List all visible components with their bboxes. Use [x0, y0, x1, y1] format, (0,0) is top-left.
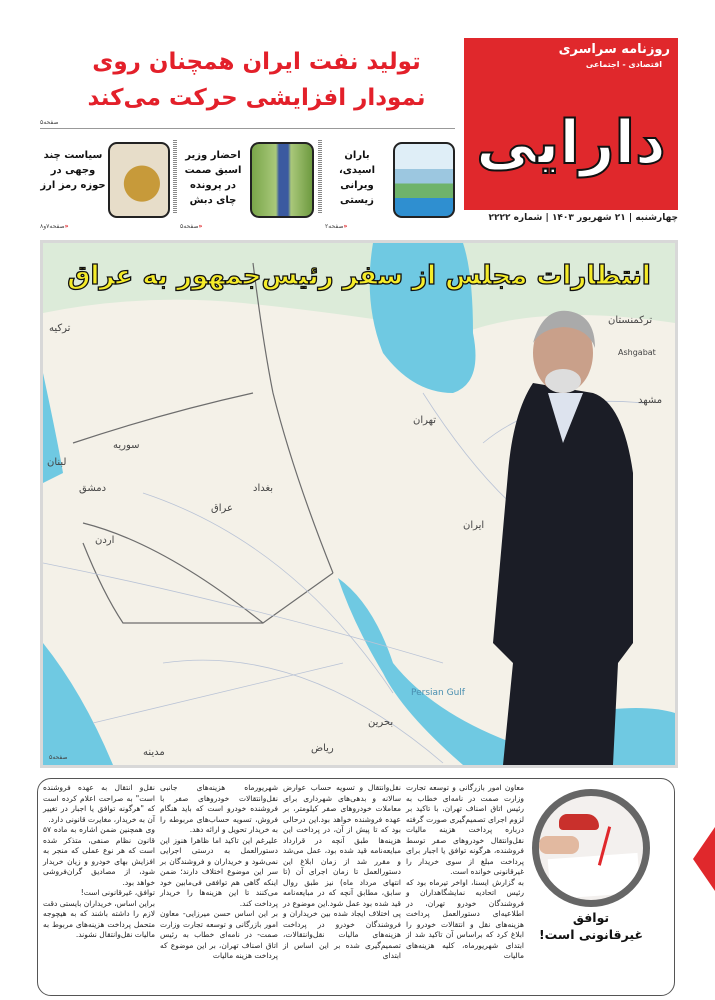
- chevron-icon: «: [64, 223, 69, 230]
- teaser-title: احضار وزیر اسبق صمت در پرونده چای دبش: [184, 150, 242, 206]
- map-label-lebanon: لبنان: [47, 457, 67, 468]
- article-column-1: [406, 783, 524, 962]
- masthead-subtagline: اقتصادی - اجتماعی: [585, 60, 662, 69]
- map-label-bahrain: بحرین: [368, 717, 394, 728]
- lead-headline[interactable]: انتظارات مجلس از سفر رئیس‌جمهور به عراق: [67, 261, 651, 291]
- minister-image: [250, 142, 314, 218]
- paragraph: علیرغم این تاکید اما ظاهرا هنوز این دستورالعمل به درستی اجرایی نمی‌شود و خریداران و فروشندگان بر سر این موضوع اختلاف دارند؛ ضمن اینکه گاهی هم توافقی فی‌مابین خود می‌کنند تا این هزینه‌ها را خریدار پرداخت کند.: [160, 835, 278, 908]
- map-label-mashhad: مشهد: [638, 395, 663, 406]
- paragraph: به گزارش ایسنا، اواخر تیرماه بود که رئیس اتحادیه نمایشگاهداران و فروشندگان خودرو تهران، در اطلاعیه‌ای دستورالعمل پرداخت هزینه‌های نقل و انتقالات خودرو را ابلاغ کرد که براساس آن تاکید شد از ابتدای شهریورماه، کلیه هزینه‌های مالیات: [406, 877, 524, 960]
- paragraph: براین اساس، خریداران بایستی دقت لازم را داشته باشند که به هیچوجه متحمل پرداخت هزینه‌های مربوط به مالیات نقل‌وانتقال نشوند.: [43, 898, 155, 939]
- teaser-minister[interactable]: [180, 138, 314, 230]
- teaser-title: سیاست چند وجهی در حوزه رمز ارز: [40, 150, 106, 191]
- article-column-2: [283, 783, 401, 962]
- paragraph: بر این اساس حسن میرزایی- معاون امور بازرگانی و توسعه تجارت وزارت صمت- در نامه‌ای خطاب به رئیس اتاق اصناف تهران، بر این موضوع که پرداخت هزینه مالیات: [160, 909, 278, 960]
- paragraph: شهریورماه هزینه‌های جانبی نقل‌وانتقالات خودروهای صفر با فروشنده خودرو است که باید هنگام فروش، تسویه حساب‌های مربوطه را به خریدار تحویل و ارائه دهد.: [160, 783, 278, 834]
- chevron-icon: «: [343, 223, 348, 230]
- article-column-3: [160, 783, 278, 962]
- newspaper-logo: دارایی: [476, 108, 666, 178]
- map-label-iraq: عراق: [211, 503, 234, 514]
- page-ref[interactable]: صفحه۵: [40, 119, 59, 126]
- masthead: [464, 38, 678, 210]
- bitcoin-image: [108, 142, 170, 218]
- caption-line-1: توافق: [572, 910, 610, 925]
- headline-line-2: نمودار افزایشی حرکت می‌کند: [87, 85, 426, 111]
- teaser-acid-rain[interactable]: [325, 138, 455, 230]
- map-label-jordan: اردن: [95, 535, 115, 546]
- paragraph: نقل‌وانتقال و تسویه حساب عوارض سالانه و بدهی‌های شهرداری برای معاملات خودروهای صفر کیلومتر، بر عهده فروشنده خواهد بود.این درحالی بود که تا پیش از آن، در پرداخت این هزینه‌ها طبق آنچه در قرارداد مبایعه‌نامه قید شده بود، عمل می‌شد و مقرر شد از زمان ابلاغ این دستورالعمل تا زمان اجرای آن (تا انتهای مرداد ماه) نیز طبق روال سابق، مطابق آنچه که در مبایعه‌نامه قید شده بود عمل شود.این موضوع در پی اختلاف ایجاد شده بین خریداران و فروشندگان خودرو در پرداخت هزینه‌های مالیات نقل‌وانتقالات، تصمیم‌گیری شده بر این اساس از ابتدای: [283, 783, 401, 960]
- map-label-tehran: تهران: [413, 415, 437, 426]
- map-label-syria: سوریه: [113, 440, 140, 451]
- headline-line-1: تولید نفت ایران همچنان روی: [92, 49, 421, 75]
- paragraph: وی همچنین ضمن اشاره به ماده ۵۷ قانون نظام صنفی، متذکر شده است که هر نوع عملی که منجر به افزایش بهای خودرو و زیان خریدار شود، از مصادیق گران‌فروشی خواهد بود.: [43, 825, 155, 887]
- red-arrow-marker: [693, 827, 715, 891]
- page-ref: «صفحه۵: [180, 223, 203, 230]
- page-ref[interactable]: صفحه۵: [49, 754, 68, 761]
- masthead-tagline: روزنامه سراسری: [558, 42, 670, 57]
- map-label-iran: ایران: [463, 520, 485, 531]
- paragraph: توافق، غیرقانونی است!: [80, 888, 155, 897]
- map-label-riyadh: ریاض: [311, 743, 334, 754]
- map-label-turkey: ترکیه: [49, 323, 71, 334]
- feature-caption[interactable]: [532, 909, 650, 943]
- map-label-turkmenistan: ترکمنستان: [608, 315, 653, 326]
- divider: [40, 128, 455, 129]
- teaser-title: باران اسیدی، ویرانی زیستی: [338, 150, 376, 206]
- separator: [318, 140, 322, 214]
- top-headline[interactable]: [58, 44, 455, 116]
- lead-story-image[interactable]: [40, 240, 678, 768]
- page-ref: «صفحه۷و۸: [40, 223, 69, 230]
- paragraph: معاون امور بازرگانی و توسعه تجارت وزارت صمت در نامه‌ای خطاب به رئیس اتاق اصناف تهران، با تاکید بر لزوم اجرای تصمیم‌گیری صورت گرفته درباره پرداخت هزینه مالیات نقل‌وانتقال خودروهای صفر توسط فروشنده، هرگونه توافق یا اجبار برای پرداخت مبلغ از سوی خریدار را غیرقانونی خوانده است.: [406, 783, 524, 876]
- feature-box: [37, 778, 675, 996]
- region-map: [43, 243, 675, 765]
- paragraph: نقل‌و انتقال به عهده فروشنده است" به صراحت اعلام کرده است که "هرگونه توافق یا اجبار در تغییر آن به خریدار، مغایرت قانونی دارد.: [43, 783, 155, 824]
- map-label-damascus: دمشق: [79, 483, 107, 494]
- date-line: چهارشنبه | ۲۱ شهریور ۱۴۰۳ | شماره ۲۲۲۲: [488, 213, 678, 223]
- article-column-4: [43, 783, 155, 941]
- map-label-ashgabat: Ashgabat: [618, 348, 656, 357]
- map-label-persian-gulf: Persian Gulf: [411, 688, 465, 698]
- map-label-medina: مدینه: [143, 747, 165, 758]
- teaser-crypto[interactable]: [40, 138, 170, 230]
- map-label-baghdad: بغداد: [253, 483, 274, 494]
- chevron-icon: «: [198, 223, 203, 230]
- separator: [173, 140, 177, 214]
- page-ref: «صفحه۲: [325, 223, 348, 230]
- contract-signing-image: [532, 789, 650, 907]
- caption-line-2: غیرقانونی است!: [538, 927, 644, 942]
- acid-rain-image: [393, 142, 455, 218]
